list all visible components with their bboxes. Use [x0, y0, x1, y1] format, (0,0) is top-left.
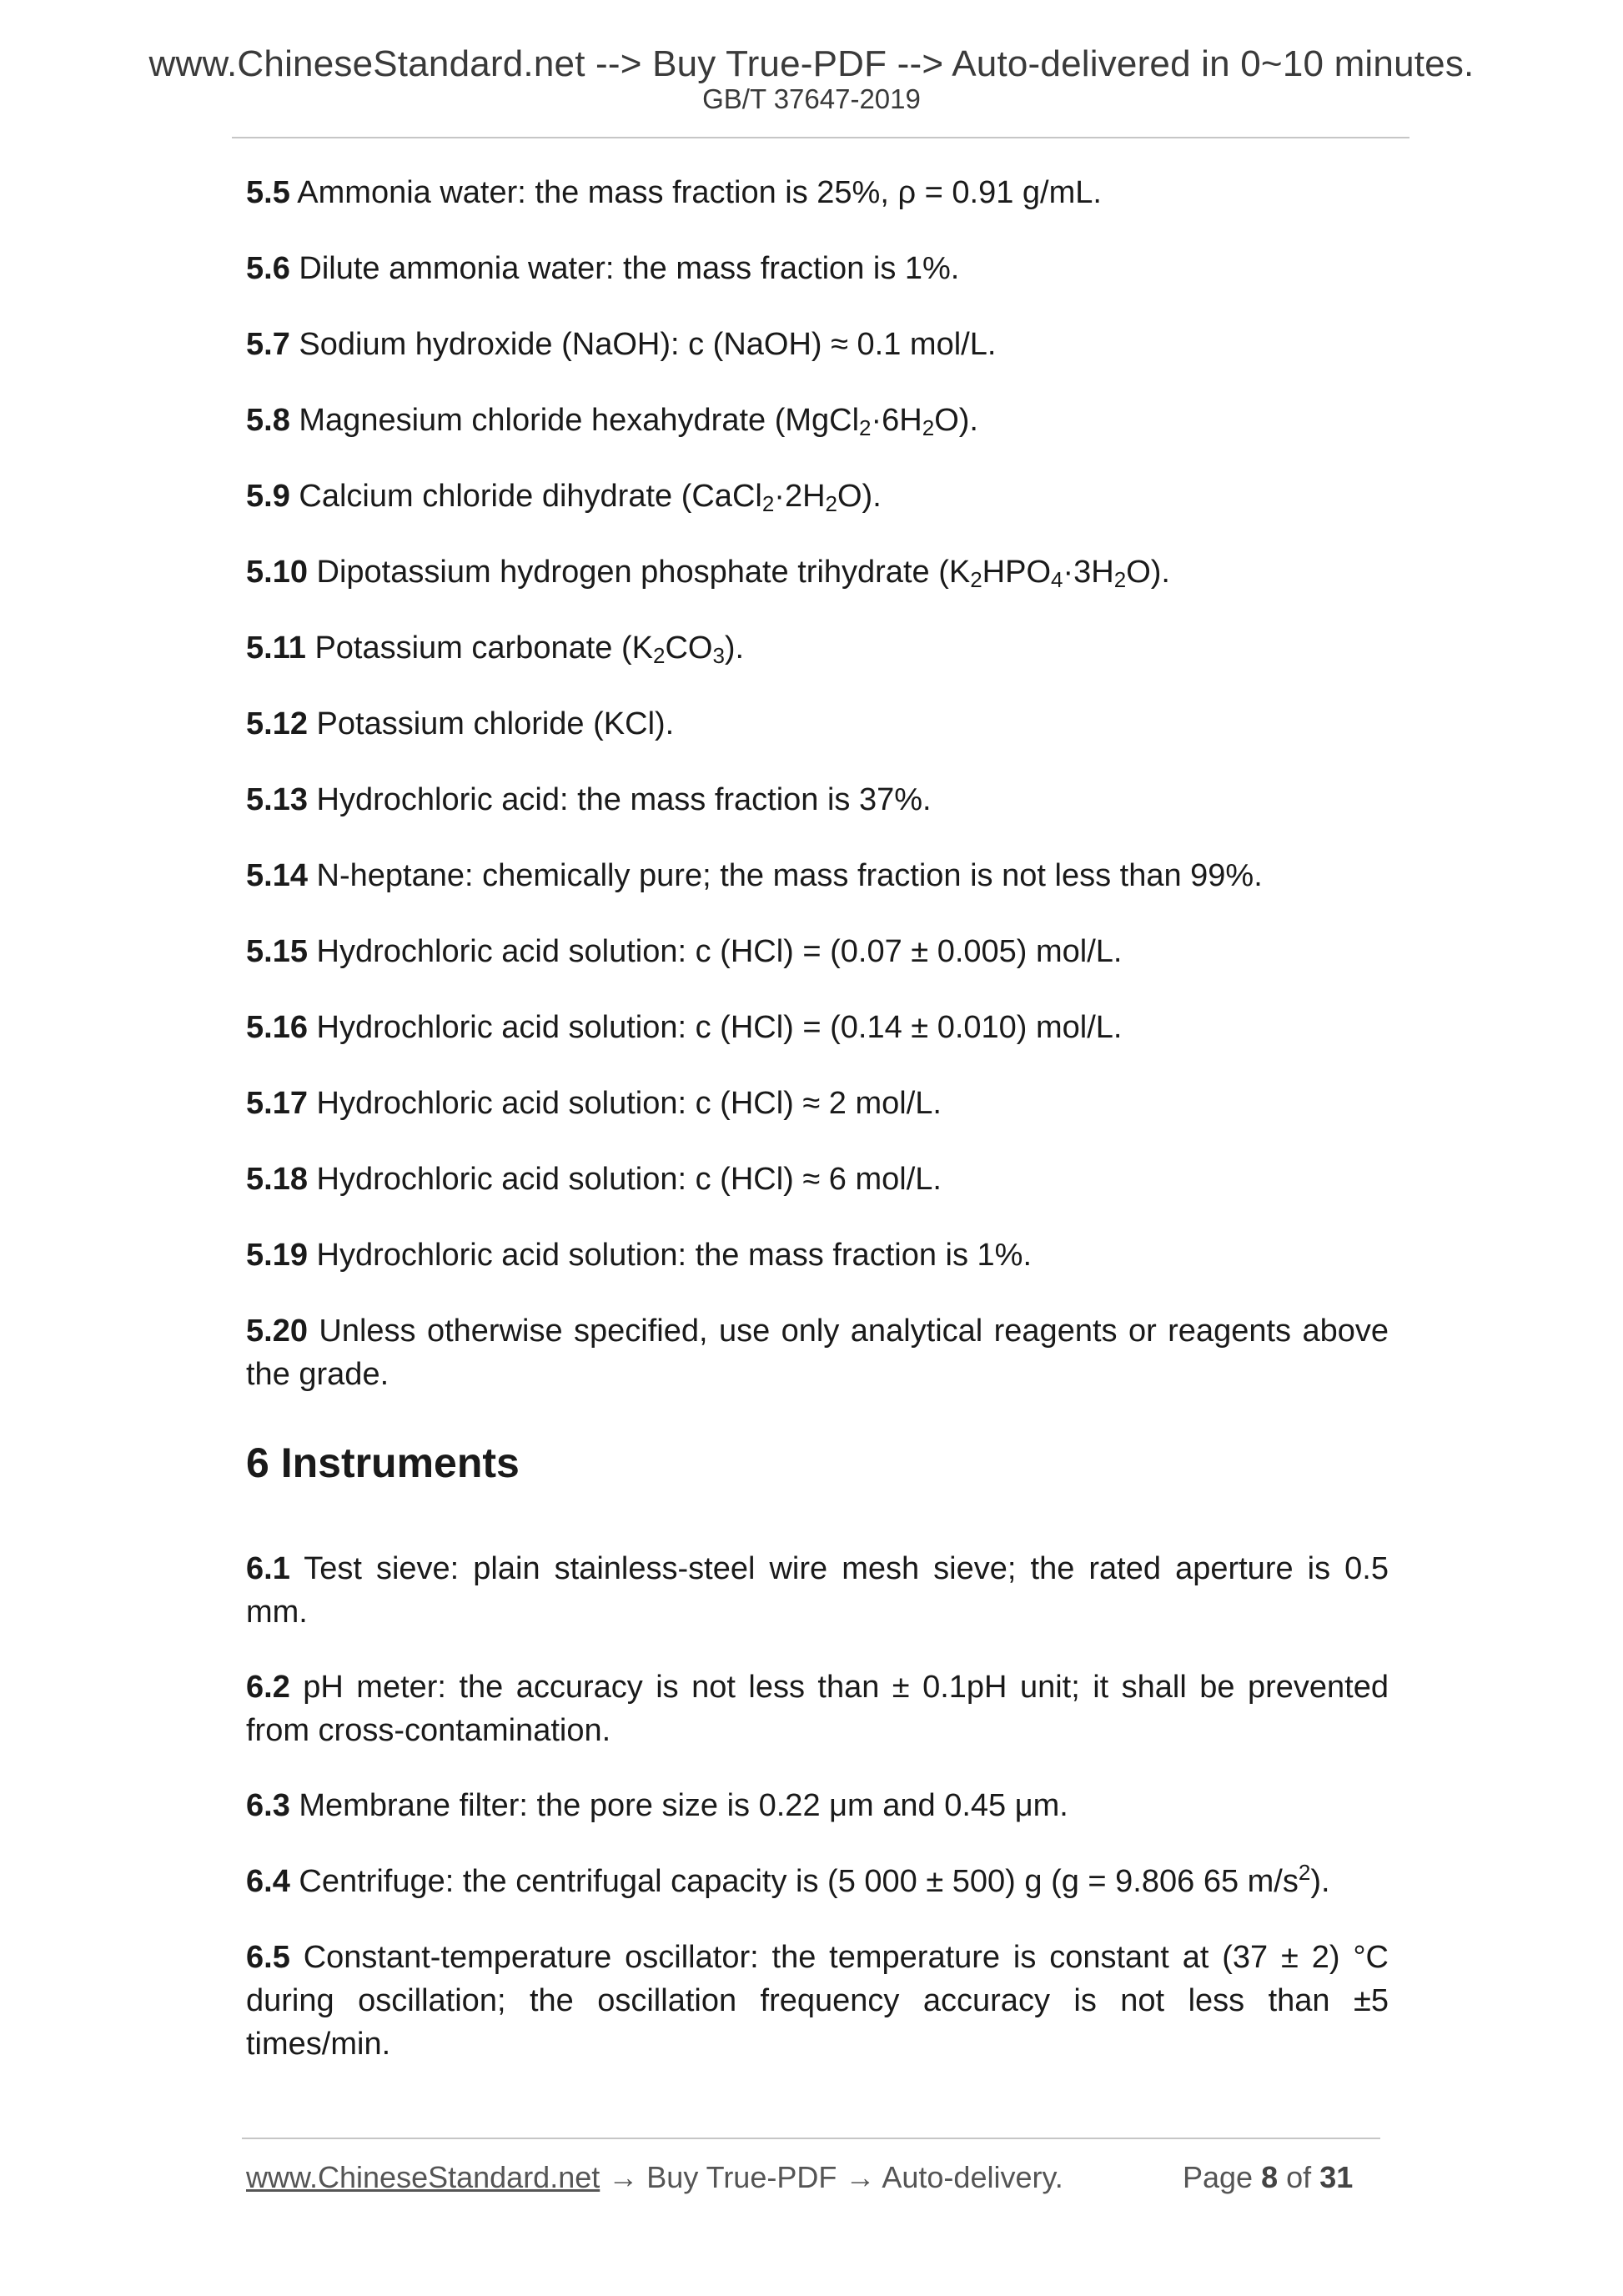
- clause-text: Dilute ammonia water: the mass fraction is 1%.: [299, 251, 960, 286]
- clause-5-14: [246, 854, 1389, 897]
- clause-number: 5.11: [246, 631, 306, 666]
- clause-number: 5.13: [246, 782, 308, 817]
- footer-links: [246, 2160, 1063, 2195]
- clause-6-5: [246, 1936, 1389, 2066]
- page-indicator: [1183, 2160, 1353, 2195]
- page-label: Page: [1183, 2160, 1254, 2194]
- clause-number: 5.6: [246, 251, 290, 286]
- clause-text: Hydrochloric acid solution: the mass fraction is 1%.: [316, 1238, 1032, 1273]
- footer-site-link[interactable]: www.ChineseStandard.net: [246, 2160, 600, 2194]
- clause-number: 5.9: [246, 479, 290, 514]
- standard-code: GB/T 37647-2019: [702, 83, 921, 114]
- clause-5-20: [246, 1309, 1389, 1396]
- clause-number: 5.19: [246, 1238, 308, 1273]
- clause-text: Hydrochloric acid: the mass fraction is 37%.: [316, 782, 932, 817]
- clause-5-11: 5.11 Potassium carbonate $(K_2CO_3)$.: [246, 631, 745, 668]
- footer-buy-text: Buy True-PDF: [646, 2160, 837, 2194]
- clause-text: Hydrochloric acid solution: c (HCl) ≈ 2 mol/L.: [316, 1086, 942, 1121]
- clause-6-4: 6.4 Centrifuge: the centrifugal capacity is (5 000 ± 500) g (g = 9.806 65 $m/s^2$).: [246, 1860, 1330, 1899]
- clause-number: 5.15: [246, 934, 308, 969]
- clause-5-5: [246, 171, 1389, 214]
- of-label: of: [1286, 2160, 1312, 2194]
- clause-5-15: [246, 930, 1389, 973]
- clause-text: N-heptane: chemically pure; the mass fraction is not less than 99%.: [316, 858, 1263, 893]
- clause-number: 6.5: [246, 1940, 290, 1975]
- clause-number: 5.12: [246, 706, 308, 741]
- arrow-right-icon: →: [608, 2160, 639, 2194]
- clause-number: 6.2: [246, 1670, 290, 1705]
- clause-text: Test sieve: plain stainless-steel wire mesh sieve; the rated aperture is 0.5 mm.: [246, 1551, 1389, 1630]
- clause-text: Hydrochloric acid solution: c (HCl) = (0.07 ± 0.005) mol/L.: [316, 934, 1123, 969]
- clause-text: Unless otherwise specified, use only analytical reagents or reagents above the grade.: [246, 1314, 1389, 1392]
- clause-text: Membrane filter: the pore size is 0.22 μm and 0.45 μm.: [299, 1788, 1068, 1823]
- clause-number: 6.4: [246, 1864, 290, 1899]
- clause-5-8: 5.8 Magnesium chloride hexahydrate $(MgCl_2\cdot 6H_2O)$.: [246, 403, 978, 440]
- clause-6-1: [246, 1547, 1389, 1634]
- clause-number: 5.20: [246, 1314, 308, 1349]
- header-divider: [232, 137, 1409, 138]
- clause-number: 5.5: [246, 175, 290, 210]
- clause-text: Ammonia water: the mass fraction is 25%, ρ = 0.91 g/mL.: [297, 175, 1102, 210]
- clause-number: 5.17: [246, 1086, 308, 1121]
- clause-text: pH meter: the accuracy is not less than ± 0.1pH unit; it shall be prevented from cross-contamination.: [246, 1670, 1389, 1748]
- clause-text: Sodium hydroxide (NaOH): c (NaOH) ≈ 0.1 mol/L.: [299, 327, 997, 362]
- clause-number: 5.18: [246, 1162, 308, 1197]
- clause-5-6: [246, 247, 1389, 290]
- clause-number: 5.10: [246, 555, 308, 590]
- clause-5-12: [246, 702, 1389, 746]
- clause-6-2: [246, 1665, 1389, 1752]
- page-number: 8: [1261, 2160, 1279, 2194]
- clause-5-13: [246, 778, 1389, 821]
- arrow-right-icon: →: [845, 2160, 876, 2194]
- clause-5-9: 5.9 Calcium chloride dihydrate $(CaCl_2\cdot 2H_2O)$.: [246, 479, 882, 516]
- clause-number: 5.7: [246, 327, 290, 362]
- clause-5-7: [246, 323, 1389, 366]
- clause-6-3: [246, 1784, 1389, 1827]
- clause-number: 5.14: [246, 858, 308, 893]
- clause-5-10: 5.10 Dipotassium hydrogen phosphate trihydrate $(K_2HPO_4\cdot 3H_2O)$.: [246, 555, 1170, 592]
- clause-5-18: [246, 1158, 1389, 1201]
- page-total: 31: [1319, 2160, 1354, 2194]
- clause-5-17: [246, 1082, 1389, 1125]
- clause-number: 6.1: [246, 1551, 290, 1586]
- clause-text: Hydrochloric acid solution: c (HCl) = (0.14 ± 0.010) mol/L.: [316, 1010, 1123, 1045]
- clause-5-19: [246, 1233, 1389, 1277]
- clause-text: Potassium chloride (KCl).: [316, 706, 675, 741]
- clause-number: 6.3: [246, 1788, 290, 1823]
- clause-text: Constant-temperature oscillator: the temperature is constant at (37 ± 2) °C during oscillation; the oscillation frequency accuracy is not less than ±5 times/min.: [246, 1940, 1389, 2062]
- clause-number: 5.16: [246, 1010, 308, 1045]
- footer-delivery-text: Auto-delivery.: [882, 2160, 1063, 2194]
- footer-divider: [242, 2138, 1380, 2139]
- clause-text: Hydrochloric acid solution: c (HCl) ≈ 6 mol/L.: [316, 1162, 942, 1197]
- site-banner: www.ChineseStandard.net --> Buy True-PDF --> Auto-delivered in 0~10 minutes.: [148, 43, 1475, 84]
- clause-number: 5.8: [246, 403, 290, 438]
- clause-5-16: [246, 1006, 1389, 1049]
- section-heading: 6 Instruments: [246, 1439, 520, 1486]
